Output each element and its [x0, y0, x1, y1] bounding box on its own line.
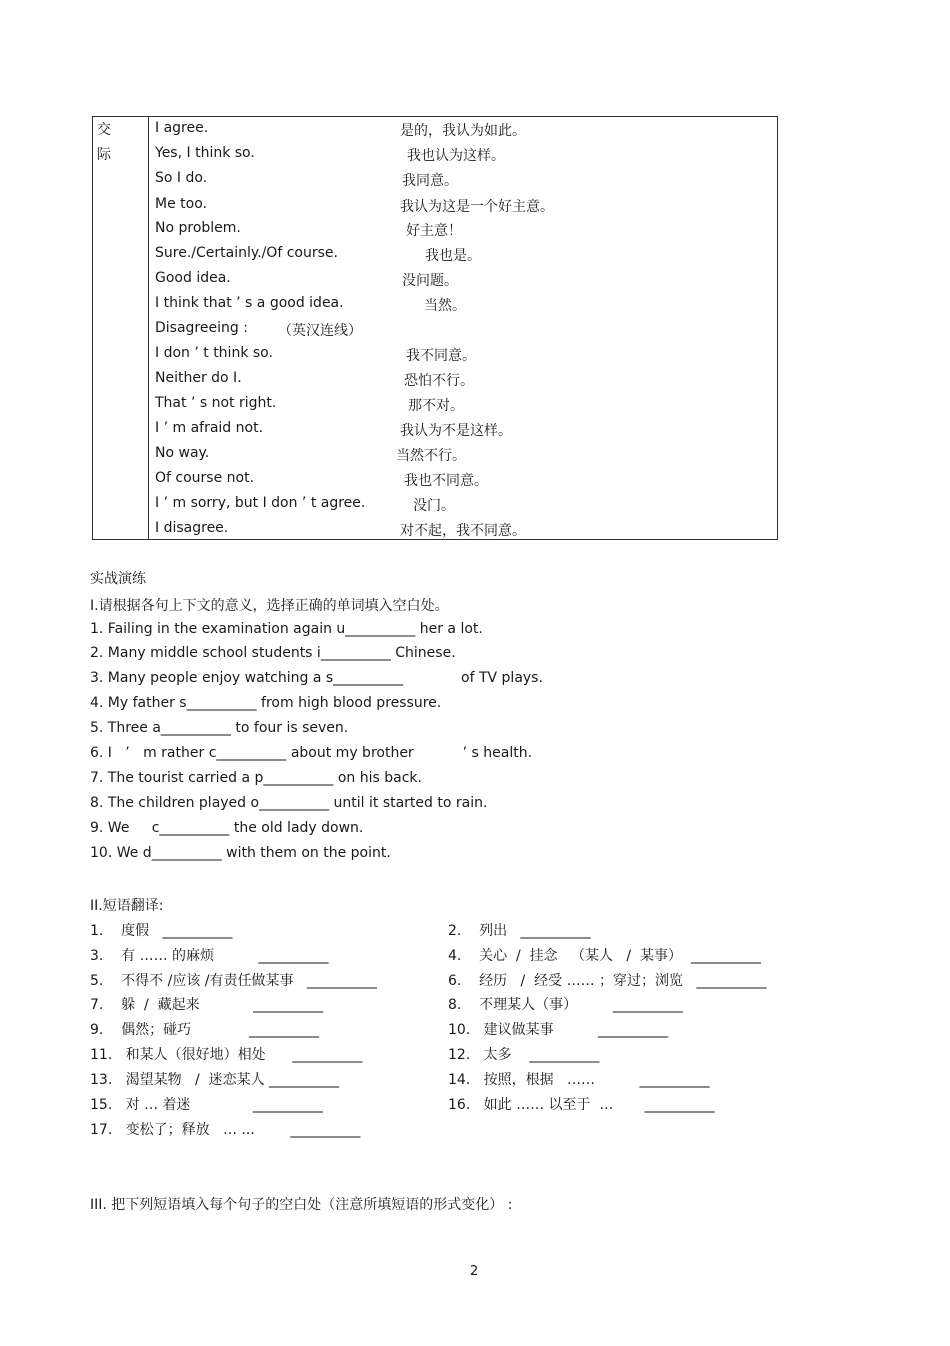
table-row-chinese: 当然不行。 [396, 448, 466, 464]
phrase-translation-item: 9. 偶然；碰巧 __________ [90, 1022, 320, 1038]
table-row-chinese: 对不起，我不同意。 [400, 523, 526, 539]
table-row-english: Me too. [155, 196, 207, 212]
phrase-translation-item: 14. 按照，根据 …… __________ [448, 1072, 710, 1088]
fill-blank-item: 7. The tourist carried a p__________ on his back. [90, 770, 422, 786]
phrase-translation-item: 7. 躲 / 藏起来 __________ [90, 997, 324, 1013]
table-row-chinese: 那不对。 [408, 398, 464, 414]
table-row-chinese: 没门。 [413, 498, 455, 514]
phrase-translation-item: 15. 对 … 着迷 __________ [90, 1097, 323, 1113]
phrase-translation-item: 13. 渴望某物 / 迷恋某人 __________ [90, 1072, 340, 1088]
phrase-translation-item: 17. 变松了；释放 … ... __________ [90, 1122, 361, 1138]
practice-heading: 实战演练 [90, 571, 146, 587]
table-row-english: I don ’ t think so. [155, 345, 273, 361]
table-row-english: That ’ s not right. [155, 395, 277, 411]
table-row-chinese: 恐怕不行。 [404, 373, 474, 389]
table-row-chinese: 我不同意。 [406, 348, 476, 364]
page-number: 2 [470, 1264, 479, 1279]
table-row-chinese: 好主意！ [406, 223, 462, 239]
table-row-english: Yes, I think so. [155, 145, 255, 161]
section2-title: II.短语翻译: [90, 898, 164, 914]
table-row-english: Good idea. [155, 270, 231, 286]
table-row-english: I disagree. [155, 520, 229, 536]
table-row-english: I ’ m sorry, but I don ’ t agree. [155, 495, 366, 511]
fill-blank-item: 2. Many middle school students i__________ Chinese. [90, 645, 456, 661]
table-row-chinese: 没问题。 [402, 273, 458, 289]
phrase-translation-item: 8. 不理某人（事） __________ [448, 997, 683, 1013]
fill-blank-item: 5. Three a__________ to four is seven. [90, 720, 349, 736]
phrase-translation-item: 5. 不得不 /应该 /有责任做某事 __________ [90, 973, 377, 989]
table-row-chinese: 我也不同意。 [404, 473, 488, 489]
table-row-english: Of course not. [155, 470, 255, 486]
phrase-translation-item: 16. 如此 …… 以至于 … __________ [448, 1097, 715, 1113]
table-row-english: I agree. [155, 120, 209, 136]
phrase-translation-item: 12. 太多 __________ [448, 1047, 600, 1063]
fill-blank-item: 9. We c__________ the old lady down. [90, 820, 364, 836]
table-row-english: I think that ’ s a good idea. [155, 295, 344, 311]
phrase-translation-item: 2. 列出 __________ [448, 923, 591, 939]
table-row-english: I ’ m afraid not. [155, 420, 264, 436]
table-row-chinese: （英汉连线） [278, 323, 362, 339]
phrase-translation-item: 6. 经历 / 经受 …… ；穿过；浏览 __________ [448, 973, 767, 989]
table-row-chinese: 我认为不是这样。 [400, 423, 512, 439]
phrase-translation-item: 1. 度假 __________ [90, 923, 233, 939]
table-row-english: No problem. [155, 220, 241, 236]
table-row-chinese: 当然。 [424, 298, 466, 314]
category-label-line1: 交 [97, 122, 111, 138]
phrase-translation-item: 3. 有 …… 的麻烦 __________ [90, 948, 329, 964]
phrase-translation-item: 11. 和某人（很好地）相处 __________ [90, 1047, 363, 1063]
table-column-divider [148, 116, 149, 540]
table-row-english: So I do. [155, 170, 208, 186]
phrase-translation-item: 10. 建议做某事 __________ [448, 1022, 669, 1038]
phrase-translation-item: 4. 关心 / 挂念 （某人 / 某事） __________ [448, 948, 761, 964]
fill-blank-item: 6. I ’ m rather c__________ about my brother ’ s health. [90, 745, 533, 761]
table-row-chinese: 我也是。 [425, 248, 481, 264]
section1-instruction: I.请根据各句上下文的意义，选择正确的单词填入空白处。 [90, 598, 449, 614]
table-row-chinese: 我同意。 [402, 173, 458, 189]
section3-title: III. 把下列短语填入每个句子的空白处（注意所填短语的形式变化） : [90, 1197, 513, 1213]
fill-blank-item: 3. Many people enjoy watching a s__________ of TV plays. [90, 670, 543, 686]
table-row-english: Neither do I. [155, 370, 242, 386]
fill-blank-item: 8. The children played o__________ until it started to rain. [90, 795, 488, 811]
fill-blank-item: 4. My father s__________ from high blood pressure. [90, 695, 442, 711]
fill-blank-item: 10. We d__________ with them on the point. [90, 845, 391, 861]
table-row-english: Sure./Certainly./Of course. [155, 245, 338, 261]
table-row-english: No way. [155, 445, 210, 461]
category-label-line2: 际 [97, 147, 111, 163]
table-row-chinese: 我认为这是一个好主意。 [400, 199, 554, 215]
table-row-chinese: 是的，我认为如此。 [400, 123, 526, 139]
table-row-english: Disagreeing : [155, 320, 248, 336]
fill-blank-item: 1. Failing in the examination again u__________ her a lot. [90, 621, 483, 637]
table-row-chinese: 我也认为这样。 [407, 148, 505, 164]
